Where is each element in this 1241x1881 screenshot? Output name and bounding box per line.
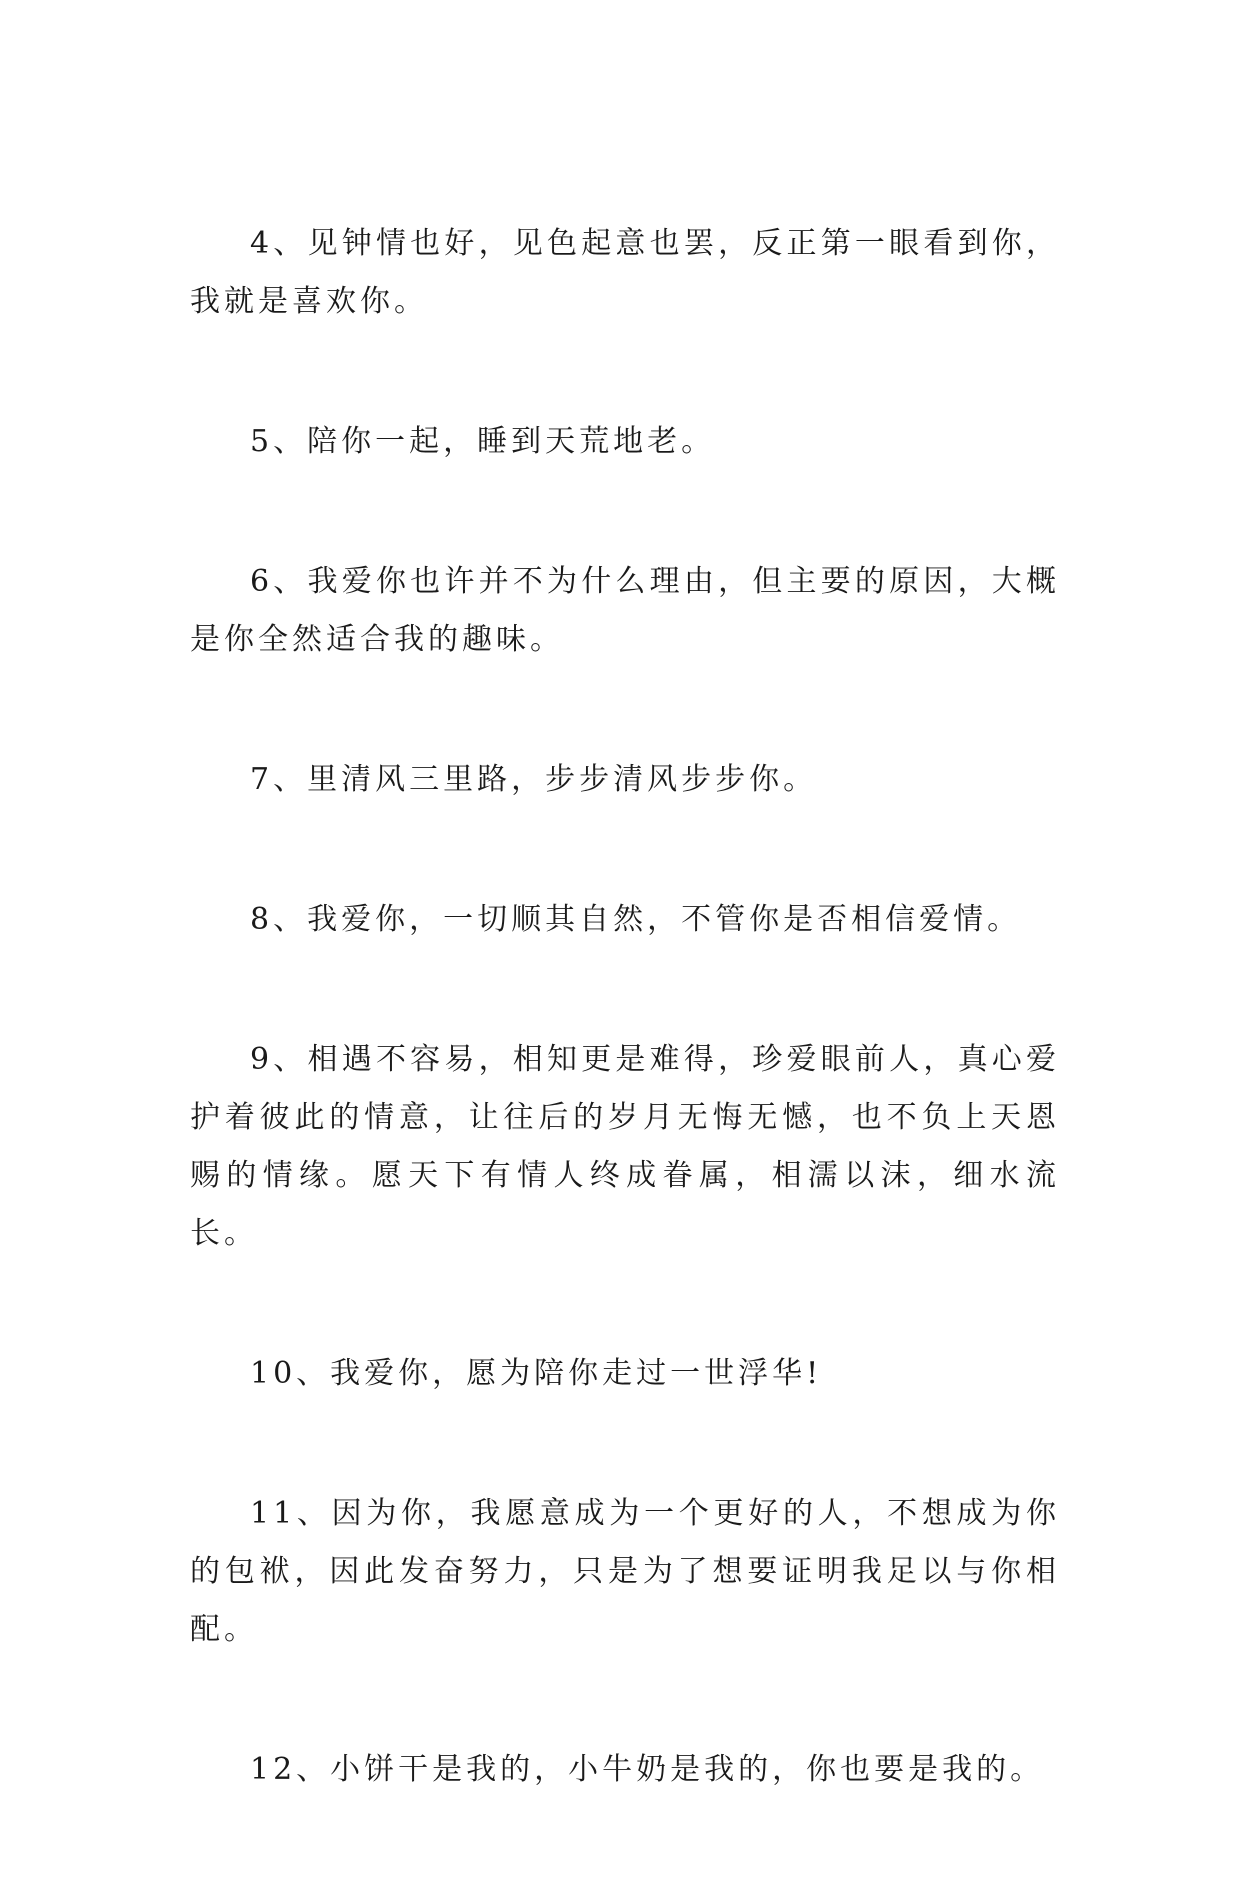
paragraph-10: 10、我爱你，愿为陪你走过一世浮华! [250,1356,823,1391]
document-body [190,215,1060,1881]
paragraph-6: 6、我爱你也许并不为什么理由，但主要的原因，大概是你全然适合我的趣味。 [190,564,1060,657]
paragraph-7: 7、里清风三里路，步步清风步步你。 [250,762,818,797]
paragraph-9: 9、相遇不容易，相知更是难得，珍爱眼前人，真心爱护着彼此的情意，让往后的岁月无悔无憾，也不负上天恩赐的情缘。愿天下有情人终成眷属，相濡以沫，细水流长。 [190,1042,1060,1251]
paragraph-12: 12、小饼干是我的，小牛奶是我的，你也要是我的。 [250,1752,1045,1787]
paragraph-11: 11、因为你，我愿意成为一个更好的人，不想成为你的包袱，因此发奋努力，只是为了想要证明我足以与你相配。 [190,1496,1060,1647]
paragraph-5: 5、陪你一起，睡到天荒地老。 [250,424,716,459]
paragraph-8: 8、我爱你，一切顺其自然，不管你是否相信爱情。 [250,902,1022,937]
paragraph-4: 4、见钟情也好，见色起意也罢，反正第一眼看到你，我就是喜欢你。 [190,226,1060,319]
